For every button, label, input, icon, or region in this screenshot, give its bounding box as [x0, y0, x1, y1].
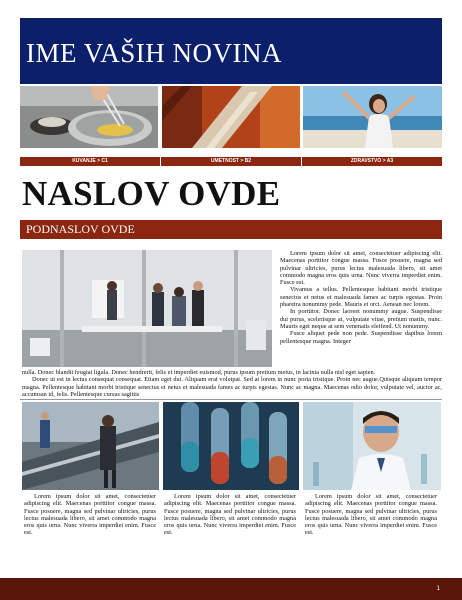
- article-continuation: nulla. Donec blandit feugiat ligula. Donec hendrerit, felis et imperdiet euismod, purus ipsum pretium metus, in lacinia nulla nisl eget sapien.: [22, 369, 376, 376]
- footer-bar: [0, 578, 462, 600]
- section-link-art[interactable]: UMETNOST > B2: [161, 157, 302, 166]
- divider: [20, 399, 442, 400]
- section-link-cooking[interactable]: KUVANJE > C1: [20, 157, 161, 166]
- health-photo: [303, 86, 442, 148]
- art-photo: [162, 86, 300, 148]
- column-paragraph: Lorem ipsum dolor sit amet, consectetuer adipiscing elit. Maecenas porttitor congue massa. Fusce posuere, magna sed pulvinar ultricies, purus lectus malesuada libero, sit amet commodo magna eros quis urna. Nunc viverra imperdiet enim. Fusce est.: [305, 493, 437, 537]
- headline: NASLOV OVDE: [22, 174, 281, 213]
- section-index-bar: [20, 157, 442, 166]
- cooking-photo: [20, 86, 158, 148]
- masthead-title: IME VAŠIH NOVINA: [20, 18, 442, 84]
- article-paragraph: Fusce aliquet pede non pede. Suspendisse dapibus lorem pellentesque magna. Integer: [280, 330, 442, 345]
- column-paragraph: Lorem ipsum dolor sit amet, consectetuer adipiscing elit. Maecenas porttitor congue massa. Fusce posuere, magna sed pulvinar ultricies, purus lectus malesuada libero, sit amet commodo magna eros quis urna. Nunc viverra imperdiet enim. Fusce est.: [164, 493, 296, 537]
- test-tubes-photo: [163, 402, 299, 490]
- article-paragraph: Donec ut est in lectus consequat consequat. Etiam eget dui. Aliquam erat volutpat. Sed at lorem in nunc porta tristique. Proin nec augue.Quisque aliquam tempor magna. Pellentesque habitant morbi tristique senectus et netus et malesuada fames ac turpis egestas. Nunc ac magna. Maecenas odio dolor, vulputate vel, auctor ac, accumsan id, felis. Pellentesque cursus sagittis: [22, 376, 442, 398]
- article-paragraph: In porttitor. Donec laoreet nonummy augue. Suspendisse dui purus, scelerisque at, vulputate vitae, pretium mattis, nunc. Mauris eget neque at sem venenatis eleifend. Ut nonummy.: [280, 308, 442, 330]
- article-paragraph: Vivamus a tellus. Pellentesque habitant morbi tristique senectus et netus et malesuada fames ac turpis egestas. Proin pharetra nonummy pede. Mauris et orci. Aenean nec lorem.: [280, 286, 442, 309]
- office-meeting-photo: [22, 250, 272, 367]
- column-paragraph: Lorem ipsum dolor sit amet, consectetuer adipiscing elit. Maecenas porttitor congue massa. Fusce posuere, magna sed pulvinar ultricies, purus lectus malesuada libero, sit amet commodo magna eros quis urna. Nunc viverra imperdiet enim. Fusce est.: [24, 493, 156, 537]
- scientist-photo: [303, 402, 441, 490]
- column-2-text: [164, 493, 296, 537]
- escalator-photo: [22, 402, 159, 490]
- page-number: 1: [436, 586, 440, 592]
- article-paragraph: Lorem ipsum dolor sit amet, consectetuer adipiscing elit. Maecenas porttitor congue massa. Fusce posuere, magna sed pulvinar ultricies, purus lectus malesuada libero, sit amet commodo magna eros quis urna. Nunc viverra imperdiet enim. Fusce est.: [280, 250, 442, 287]
- section-link-health[interactable]: ZDRAVSTVO > A3: [350, 158, 394, 164]
- column-1-text: [24, 493, 156, 537]
- article-full-width-text: [22, 369, 442, 398]
- subheadline: PODNASLOV OVDE: [20, 220, 442, 239]
- article-side-text: [280, 250, 442, 345]
- column-3-text: [305, 493, 437, 537]
